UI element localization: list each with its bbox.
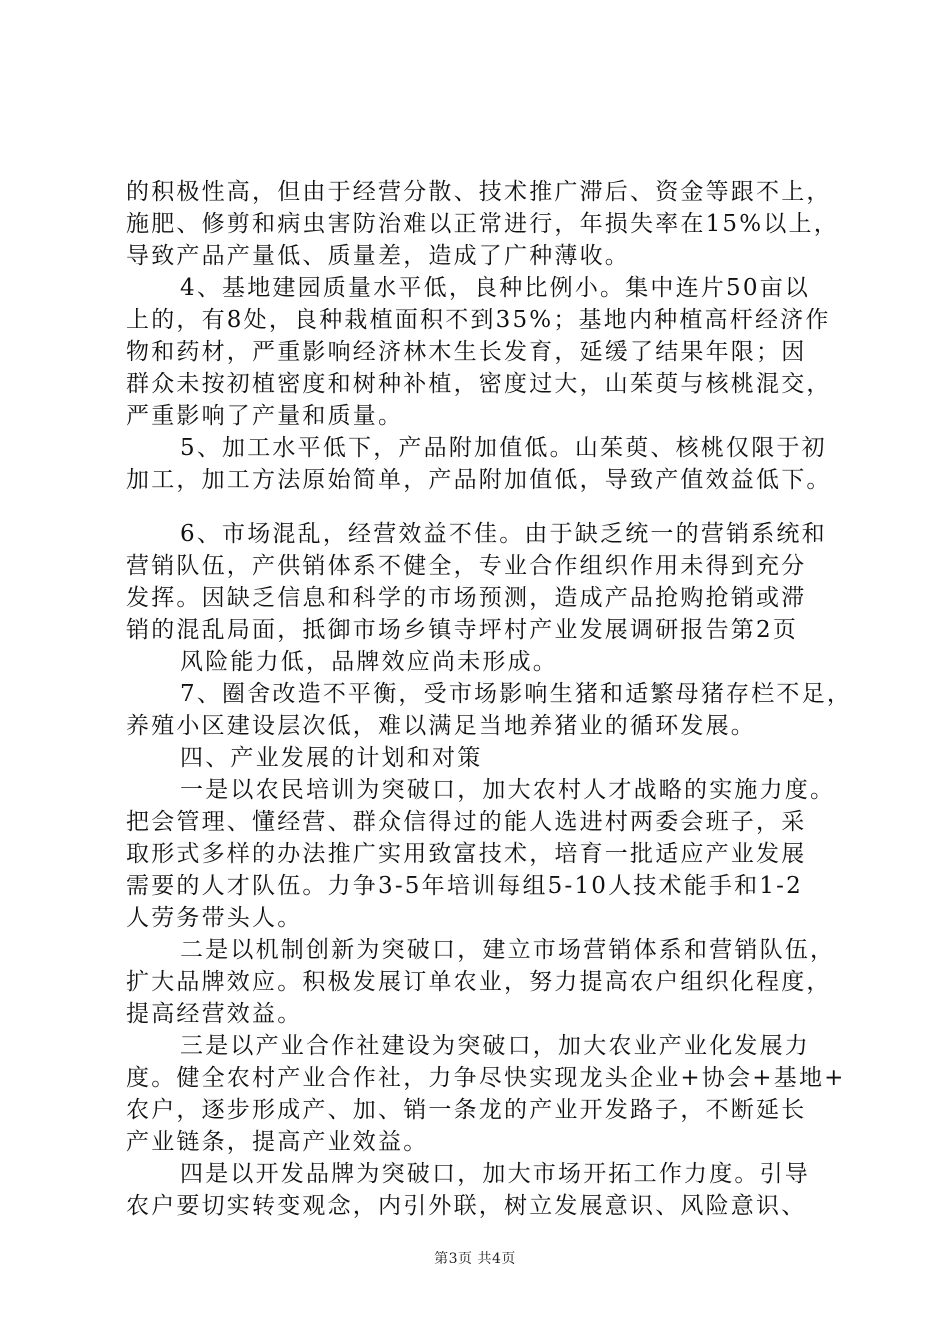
page-number-footer: 第3页 共4页	[434, 1251, 516, 1267]
text-line: 二是以机制创新为突破口，建立市场营销体系和营销队伍，	[180, 937, 836, 963]
text-line: 6、市场混乱，经营效益不佳。由于缺乏统一的营销系统和	[180, 521, 827, 547]
text-line: 加工，加工方法原始简单，产品附加值低，导致产值效益低下。	[126, 467, 832, 493]
text-line: 度。健全农村产业合作社，力争尽快实现龙头企业+协会+基地+	[126, 1065, 846, 1091]
text-line: 发挥。因缺乏信息和科学的市场预测，造成产品抢购抢销或滞	[126, 585, 807, 611]
section-heading: 四、产业发展的计划和对策	[180, 745, 483, 771]
text-line: 风险能力低，品牌效应尚未形成。	[180, 649, 558, 675]
text-line: 取形式多样的办法推广实用致富技术，培育一批适应产业发展	[126, 841, 807, 867]
text-line: 三是以产业合作社建设为突破口，加大农业产业化发展力	[180, 1033, 810, 1059]
text-line: 一是以农民培训为突破口，加大农村人才战略的实施力度。	[180, 777, 836, 803]
text-line: 四是以开发品牌为突破口，加大市场开拓工作力度。引导	[180, 1161, 810, 1187]
text-line: 养殖小区建设层次低，难以满足当地养猪业的循环发展。	[126, 713, 756, 739]
text-line: 农户要切实转变观念，内引外联，树立发展意识、风险意识、	[126, 1193, 807, 1219]
text-line: 4、基地建园质量水平低，良种比例小。集中连片50亩以	[180, 275, 811, 301]
text-line: 的积极性高，但由于经营分散、技术推广滞后、资金等跟不上，	[126, 179, 832, 205]
text-line: 严重影响了产量和质量。	[126, 403, 404, 429]
text-line: 销的混乱局面，抵御市场乡镇寺坪村产业发展调研报告第2页	[126, 617, 799, 643]
text-line: 把会管理、懂经营、群众信得过的能人选进村两委会班子，采	[126, 809, 807, 835]
text-line: 产业链条，提高产业效益。	[126, 1129, 429, 1155]
text-line: 农户，逐步形成产、加、销一条龙的产业开发路子，不断延长	[126, 1097, 807, 1123]
text-line: 扩大品牌效应。积极发展订单农业，努力提高农户组织化程度，	[126, 969, 832, 995]
text-line: 物和药材，严重影响经济林木生长发育，延缓了结果年限；因	[126, 339, 807, 365]
text-line: 7、圈舍改造不平衡，受市场影响生猪和适繁母猪存栏不足，	[180, 681, 853, 707]
text-line: 施肥、修剪和病虫害防治难以正常进行，年损失率在15%以上，	[126, 211, 839, 237]
text-line: 5、加工水平低下，产品附加值低。山茱萸、核桃仅限于初	[180, 435, 827, 461]
text-line: 群众未按初植密度和树种补植，密度过大，山茱萸与核桃混交，	[126, 371, 832, 397]
text-line: 上的，有8处，良种栽植面积不到35%；基地内种植高杆经济作	[126, 307, 831, 333]
text-line: 提高经营效益。	[126, 1001, 303, 1027]
text-line: 营销队伍，产供销体系不健全，专业合作组织作用未得到充分	[126, 553, 807, 579]
text-line: 导致产品产量低、质量差，造成了广种薄收。	[126, 243, 630, 269]
text-line: 需要的人才队伍。力争3-5年培训每组5-10人技术能手和1-2	[126, 873, 803, 899]
text-line: 人劳务带头人。	[126, 905, 303, 931]
